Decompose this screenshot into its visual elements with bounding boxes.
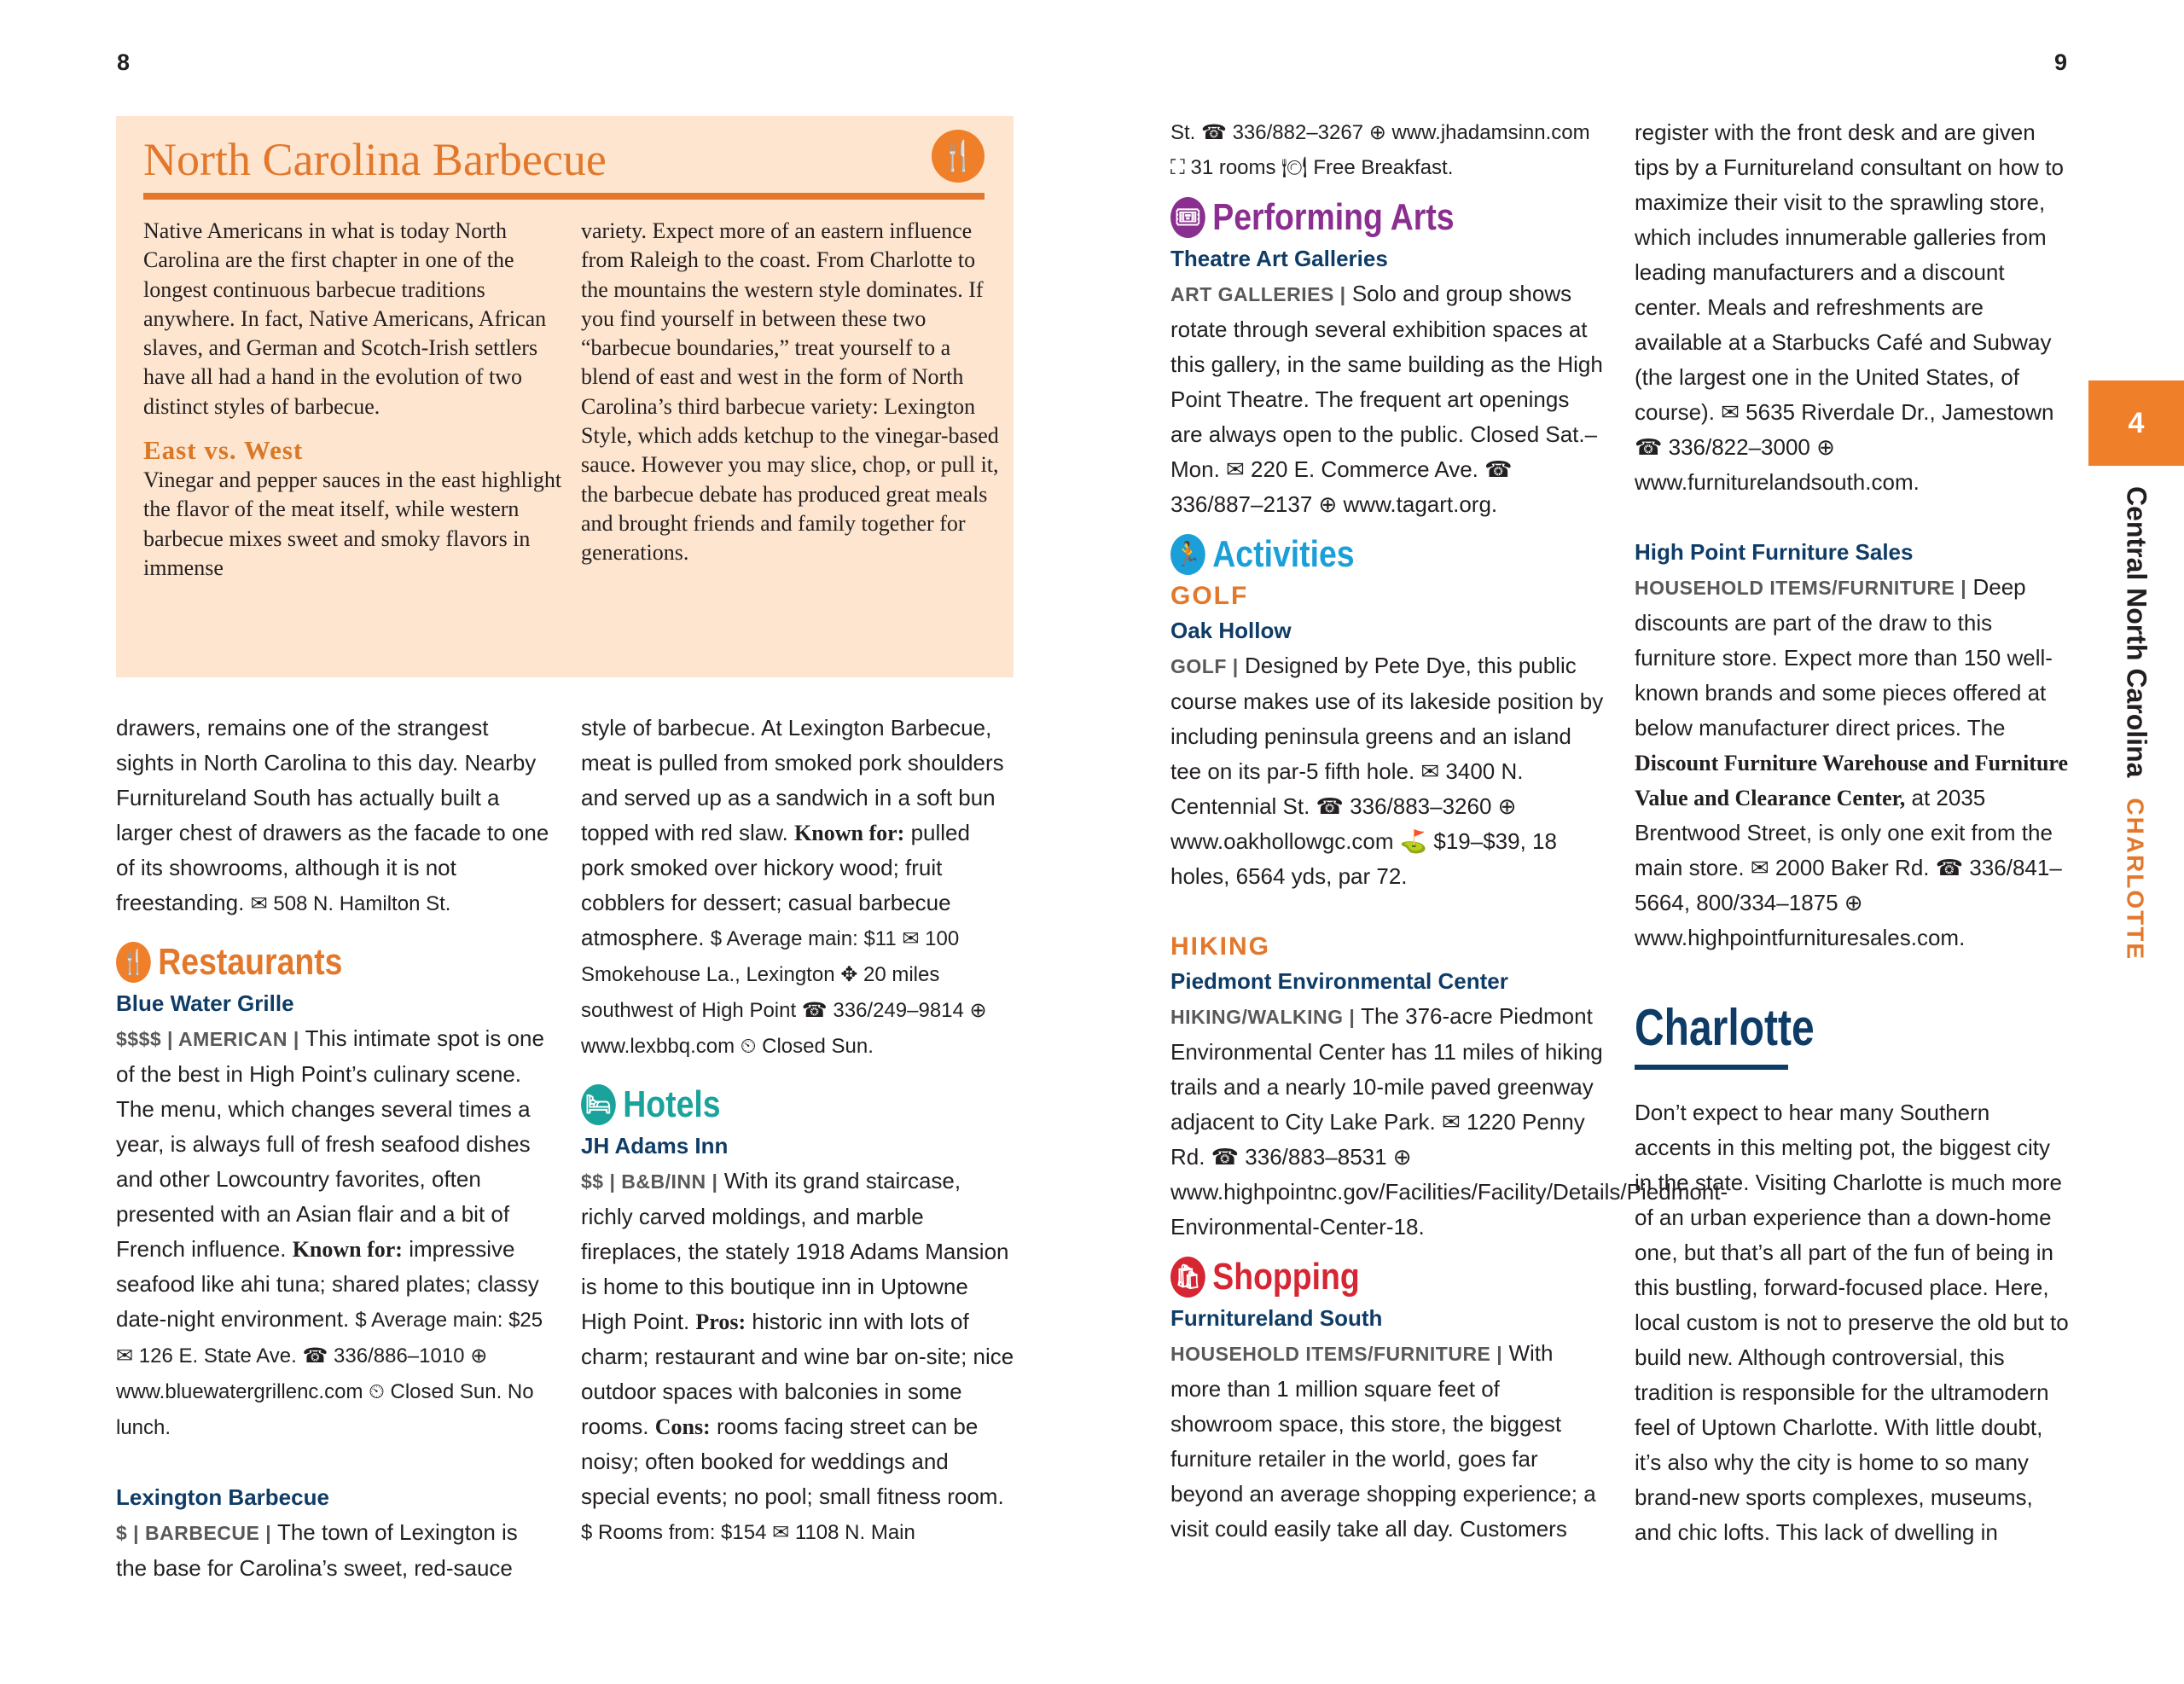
sidebar-title: North Carolina Barbecue — [143, 134, 607, 185]
listing-info: $ Rooms from: $154 ✉ 1108 N. Main — [581, 1521, 915, 1544]
listing-text: The town of Lexington is the base for Carolina’s sweet, red-sauce — [116, 1519, 518, 1581]
listing-category: HIKING/WALKING | — [1170, 1006, 1356, 1028]
section-title: Shopping — [1212, 1256, 1360, 1298]
listing-name: Oak Hollow — [1170, 618, 1292, 643]
listing-text: at 2035 Brentwood Street, is only one exit from the main store. ✉ 2000 Baker Rd. ☎ 336/841–5664, 800/334–1875 ⊕ www.highpointfurnituresales.com. — [1635, 785, 2062, 950]
page-number-right: 9 — [2054, 49, 2068, 75]
activities-heading — [1170, 531, 1541, 578]
known-for-label: Known for: — [292, 1237, 403, 1262]
runner-icon: 🏃 — [1170, 534, 1205, 575]
hiking-subheading: HIKING — [1170, 932, 1270, 961]
listing-text: Deep discounts are part of the draw to this furniture store. Expect more than 150 well-known brands and some pieces offered at below manufacturer direct prices. The — [1635, 574, 2053, 740]
chapter-running-head — [2088, 486, 2184, 961]
chapter-tab: 4 — [2088, 380, 2184, 466]
address: ✉ 508 N. Hamilton St. — [250, 892, 451, 915]
performing-arts-heading — [1170, 194, 1541, 241]
hotels-heading — [581, 1081, 951, 1129]
listing-category: HOUSEHOLD ITEMS/FURNITURE | — [1170, 1343, 1503, 1365]
known-for-text: impressive seafood like ahi tuna; shared plates; classy date-night environment. — [116, 1236, 539, 1332]
listing-category: $$ | B&B/INN | — [581, 1170, 718, 1193]
listing-info: $ Average main: $25 ✉ 126 E. State Ave. ☎ 336/886–1010 ⊕ www.bluewatergrillenc.com ⏲ Closed Sun. No lunch. — [116, 1309, 543, 1439]
listing-name: JH Adams Inn — [581, 1133, 729, 1158]
listing-info: St. ☎ 336/882–3267 ⊕ www.jhadamsinn.com ⛶ 31 rooms 🍽 Free Breakfast. — [1170, 121, 1590, 179]
listing-category: GOLF | — [1170, 655, 1239, 677]
shopping-heading — [1170, 1253, 1541, 1301]
pros-text: historic inn with lots of charm; restaurant and wine bar on-site; nice outdoor spaces with balconies in some rooms. — [581, 1309, 1014, 1439]
column-4 — [1635, 115, 2070, 1550]
column-2 — [581, 711, 1016, 1550]
section-title: Activities — [1212, 533, 1355, 575]
restaurants-heading — [116, 938, 486, 986]
listing-name: Furnitureland South — [1170, 1305, 1383, 1331]
listing-category: $ | BARBECUE | — [116, 1522, 272, 1544]
charlotte-text: Don’t expect to hear many Southern accents in this melting pot, the biggest city in the state. Visiting Charlotte is much more of an urban experience than a down-home one, but that’s all part of the fun of being in this bustling, forward-focused place. Here, local custom is not to preserve the old but to build new. Although controversial, this tradition is responsible for the ultramodern feel of Uptown Charlotte. With little doubt, it’s also why the city is home to so many brand-new sports complexes, museums, and chic lofts. This lack of dwelling in — [1635, 1100, 2069, 1545]
cons-label: Cons: — [654, 1414, 711, 1439]
known-for-text: pulled pork smoked over hickory wood; fruit cobblers for dessert; casual barbecue atmosphere. — [581, 820, 970, 950]
listing-name: Blue Water Grille — [116, 990, 294, 1016]
page-number-left: 8 — [117, 49, 131, 75]
cons-text: rooms facing street can be noisy; often booked for weddings and special events; no pool; small fitness room. — [581, 1414, 1004, 1509]
section-title: Hotels — [623, 1083, 721, 1125]
listing-category: HOUSEHOLD ITEMS/FURNITURE | — [1635, 577, 1967, 599]
ticket-icon: 🎟 — [1170, 197, 1205, 238]
listing-text: This intimate spot is one of the best in High Point’s culinary scene. The menu, which changes several times a year, is always full of fresh seafood dishes and other Lowcountry favorites, often presented with an Asian flair and a bit of French influence. — [116, 1025, 544, 1262]
listing-text: The 376-acre Piedmont Environmental Center has 11 miles of hiking trails and a nearly 10-mile paved greenway adjacent to City Lake Park. ✉ 1220 Penny Rd. ☎ 336/883–8531 ⊕ www.highpointnc.gov/Facilities/Facility/Details/Piedmont-Environmental-Center-18. — [1170, 1003, 1728, 1240]
listing-text: register with the front desk and are given tips by a Furnitureland consultant on how to maximize their visit to the sprawling store, which includes innumerable galleries from leading manufacturers and a discount center. Meals and refreshments are available at a Starbucks Café and Subway (the largest one in the United States, of course). ✉ 5635 Riverdale Dr., Jamestown ☎ 336/822–3000 ⊕ www.furniturelandsouth.com. — [1635, 119, 2064, 495]
sidebar-right-column — [581, 217, 1001, 568]
sidebar-subheading: East vs. West — [143, 435, 304, 466]
listing-text: With its grand staircase, richly carved moldings, and marble fireplaces, the stately 1918 Adams Mansion is home to this boutique inn in Uptowne High Point. — [581, 1168, 1009, 1334]
bed-icon: 🛏 — [581, 1084, 616, 1125]
listing-name: Theatre Art Galleries — [1170, 246, 1388, 271]
section-title: Restaurants — [158, 941, 343, 983]
golf-subheading: GOLF — [1170, 582, 1249, 610]
sidebar-left-column — [143, 217, 563, 583]
pros-label: Pros: — [695, 1309, 746, 1334]
sidebar-paragraph: variety. Expect more of an eastern influence from Raleigh to the coast. From Charlotte to the mountains the western style dominates. If you find yourself in between these two “barbecue boundaries,” treat yourself to a blend of east and west in the form of North Carolina’s third barbecue variety: Lexington Style, which adds ketchup to the vinegar-based sauce. However you may slice, chop, or pull it, the barbecue debate has produced great meals and brought friends and family together for generations. — [581, 218, 999, 566]
section-title: Performing Arts — [1212, 196, 1455, 238]
fork-knife-icon: 🍴 — [116, 942, 151, 983]
column-1 — [116, 711, 551, 1586]
fork-knife-icon: 🍴 — [932, 130, 985, 183]
intro-text: drawers, remains one of the strangest sights in North Carolina to this day. Nearby Furnitureland South has actually built a larger chest of drawers as the facade to one of its showrooms, although it is not freestanding. — [116, 715, 549, 915]
listing-name: High Point Furniture Sales — [1635, 539, 1914, 565]
barbecue-sidebar — [116, 116, 1014, 677]
listing-name: Lexington Barbecue — [116, 1484, 329, 1510]
region-label: Central North Carolina — [2121, 486, 2152, 778]
store-names: Discount Furniture Warehouse and Furniture Value and Clearance Center, — [1635, 751, 2069, 810]
listing-category: $$$$ | AMERICAN | — [116, 1028, 299, 1050]
charlotte-heading: Charlotte — [1635, 999, 1815, 1056]
listing-info: $ Average main: $11 ✉ 100 Smokehouse La., Lexington ✥ 20 miles southwest of High Point ☎ 336/249–9814 ⊕ www.lexbbq.com ⏲ Closed Sun. — [581, 927, 987, 1058]
sidebar-paragraph: Native Americans in what is today North Carolina are the first chapter in one of the longest continuous barbecue traditions anywhere. In fact, Native Americans, African slaves, and German and Scotch-Irish settlers have all had a hand in the evolution of two distinct styles of barbecue. — [143, 218, 547, 419]
sidebar-paragraph: Vinegar and pepper sauces in the east highlight the flavor of the meat itself, while western barbecue mixes sweet and smoky flavors in immense — [143, 467, 562, 580]
listing-text: Designed by Pete Dye, this public course makes use of its lakeside position by including peninsula greens and an island tee on its par-5 fifth hole. ✉ 3400 N. Centennial St. ☎ 336/883–3260 ⊕ www.oakhollowgc.com ⛳ $19–$39, 18 holes, 6564 yds, par 72. — [1170, 653, 1604, 889]
listing-name: Piedmont Environmental Center — [1170, 968, 1508, 994]
listing-category: ART GALLERIES | — [1170, 283, 1346, 305]
shopping-bag-icon: 🛍 — [1170, 1257, 1205, 1298]
sidebar-rule — [143, 193, 985, 200]
charlotte-rule — [1635, 1065, 1788, 1070]
known-for-label: Known for: — [794, 821, 905, 845]
listing-text: Solo and group shows rotate through several exhibition spaces at this gallery, in the same building as the High Point Theatre. The frequent art openings are always open to the public. Closed Sat.–Mon. ✉ 220 E. Commerce Ave. ☎ 336/887–2137 ⊕ www.tagart.org. — [1170, 281, 1603, 517]
section-label: CHARLOTTE — [2122, 798, 2149, 961]
listing-text: With more than 1 million square feet of showroom space, this store, the biggest furniture retailer in the world, goes far beyond an average shopping experience; a visit could easily take all day. Customers — [1170, 1340, 1596, 1542]
listing-text: style of barbecue. At Lexington Barbecue, meat is pulled from smoked pork shoulders and served up as a sandwich in a soft bun topped with red slaw. — [581, 715, 1004, 845]
